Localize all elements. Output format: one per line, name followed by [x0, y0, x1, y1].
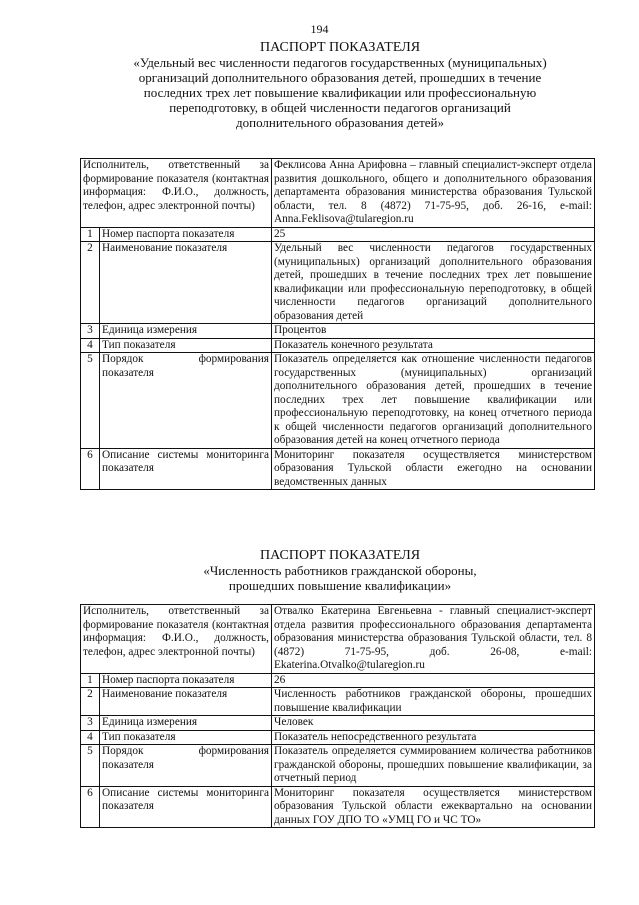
row-number: 2 [81, 242, 100, 324]
passport-1-title [80, 40, 600, 130]
row-value: 26 [272, 673, 595, 688]
table-row [81, 227, 595, 242]
row-value: Показатель определяется как отношение численности педагогов государственных (муниципальных) организаций дополнительного образования детей, прошедших в течение последних трех лет повышение квалификации или профессиональную переподготовку, на конец отчетного периода к общей численности педагогов организаций дополнительного образования детей на конец отчетного периода [272, 353, 595, 449]
row-value: Удельный вес численности педагогов государственных (муниципальных) организаций дополнительного образования детей, прошедших в течение последних трех лет повышение квалификации или профессиональную переподготовку, в общей численности педагогов организаций дополнительного образования детей [272, 242, 595, 324]
row-number: 3 [81, 716, 100, 731]
row-label: Наименование показателя [100, 688, 272, 716]
passport-1-heading: ПАСПОРТ ПОКАЗАТЕЛЯ [259, 40, 421, 55]
row-value: Показатель определяется суммированием количества работников гражданской обороны, прошедших повышение квалификации, за отчетный период [272, 745, 595, 787]
row-number: 5 [81, 745, 100, 787]
row-number: 4 [81, 730, 100, 745]
table-row [81, 159, 595, 228]
row-label: Тип показателя [100, 338, 272, 353]
passport-1-title-line: «Удельный вес численности педагогов государственных (муниципальных) [133, 55, 547, 70]
table-row [81, 448, 595, 490]
row-number: 5 [81, 353, 100, 449]
row-number: 3 [81, 324, 100, 339]
row-label: Единица измерения [100, 324, 272, 339]
row-value: Численность работников гражданской обороны, прошедших повышение квалификации [272, 688, 595, 716]
table-row [81, 745, 595, 787]
passport-1-title-line: дополнительного образования детей» [236, 115, 444, 130]
row-label: Единица измерения [100, 716, 272, 731]
row-label: Номер паспорта показателя [100, 227, 272, 242]
row-value: Процентов [272, 324, 595, 339]
row-label: Описание системы мониторинга показателя [100, 448, 272, 490]
table-row [81, 673, 595, 688]
table-row [81, 716, 595, 731]
row-label: Порядок формирования показателя [100, 745, 272, 787]
row-value: Человек [272, 716, 595, 731]
row-number: 6 [81, 448, 100, 490]
row-number: 1 [81, 673, 100, 688]
executor-label: Исполнитель, ответственный за формирование показателя (контактная информация: Ф.И.О., должность, телефон, адрес электронной почты) [81, 605, 272, 674]
row-number: 2 [81, 688, 100, 716]
row-label: Наименование показателя [100, 242, 272, 324]
passport-2-title [80, 548, 600, 593]
table-row [81, 786, 595, 828]
passport-1-title-line: переподготовку, в общей численности педагогов организаций [169, 100, 511, 115]
row-value: Мониторинг показателя осуществляется министерством образования Тульской области ежеквартально на основании данных ГОУ ДПО ТО «УМЦ ГО и ЧС ТО» [272, 786, 595, 828]
passport-1-table [80, 158, 595, 490]
table-row [81, 605, 595, 674]
table-row [81, 324, 595, 339]
passport-1-title-line: последних трех лет повышение квалификации или профессиональную [143, 85, 537, 100]
row-label: Номер паспорта показателя [100, 673, 272, 688]
table-row [81, 242, 595, 324]
passport-2-title-line: «Численность работников гражданской обороны, [203, 563, 477, 578]
row-label: Порядок формирования показателя [100, 353, 272, 449]
table-row [81, 730, 595, 745]
table-row [81, 338, 595, 353]
executor-value: Отвалко Екатерина Евгеньевна - главный специалист-эксперт отдела развития профессионального образования департамента образования министерства образования Тульской области, тел. 8 (4872) 71-75-95, доб. 26-08, e-mail: Ekaterina.Otvalko@tularegion.ru [272, 605, 595, 674]
row-value: 25 [272, 227, 595, 242]
row-number: 4 [81, 338, 100, 353]
page-number: 194 [310, 22, 329, 36]
executor-value: Феклисова Анна Арифовна – главный специалист-эксперт отдела развития дошкольного, общего и дополнительного образования департамента образования министерства образования Тульской области, тел. 8 (4872) 71-75-95, доб. 26-16, e-mail: Anna.Feklisova@tularegion.ru [272, 159, 595, 228]
passport-2-title-line: прошедших повышение квалификации» [228, 578, 452, 593]
row-number: 1 [81, 227, 100, 242]
row-label: Описание системы мониторинга показателя [100, 786, 272, 828]
row-value: Показатель конечного результата [272, 338, 595, 353]
executor-label: Исполнитель, ответственный за формирование показателя (контактная информация: Ф.И.О., должность, телефон, адрес электронной почты) [81, 159, 272, 228]
row-value: Показатель непосредственного результата [272, 730, 595, 745]
row-value: Мониторинг показателя осуществляется министерством образования Тульской области ежегодно на основании ведомственных данных [272, 448, 595, 490]
row-label: Тип показателя [100, 730, 272, 745]
table-row [81, 353, 595, 449]
row-number: 6 [81, 786, 100, 828]
passport-2-table [80, 604, 595, 828]
passport-2-heading: ПАСПОРТ ПОКАЗАТЕЛЯ [259, 548, 421, 563]
table-row [81, 688, 595, 716]
passport-1-title-line: организаций дополнительного образования детей, прошедших в течение [138, 70, 542, 85]
